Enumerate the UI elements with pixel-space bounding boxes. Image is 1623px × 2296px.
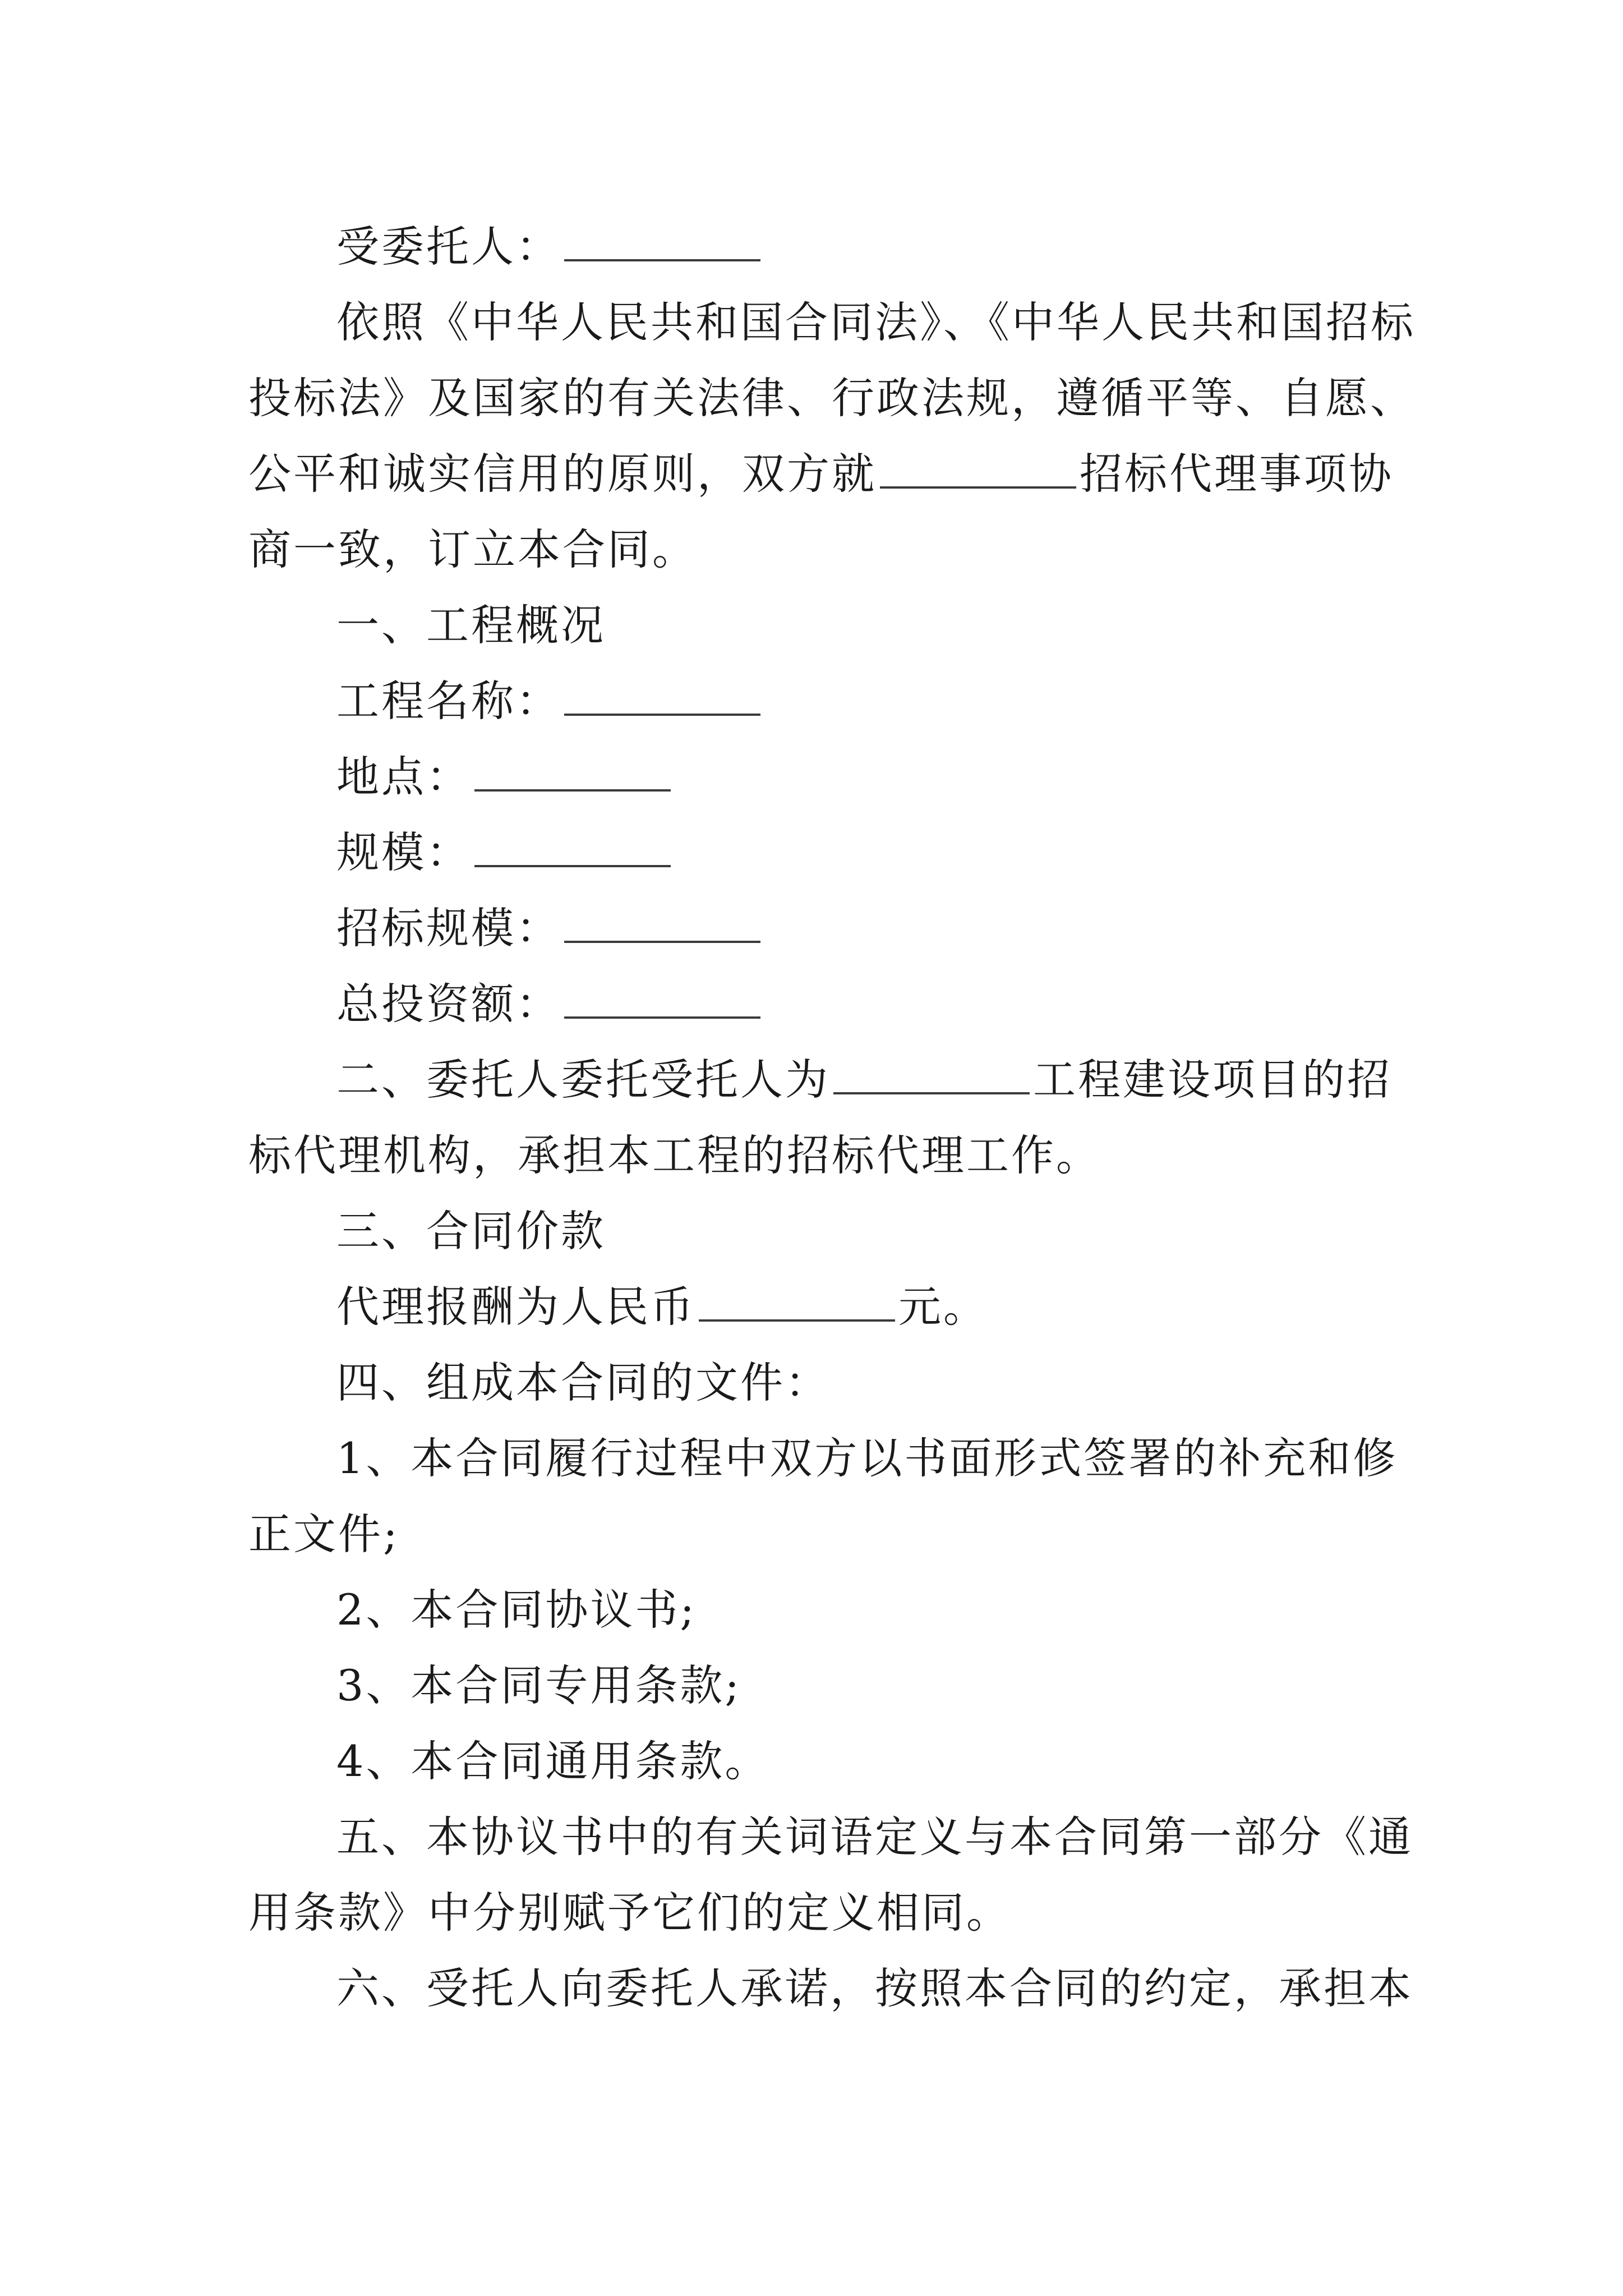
text: 受委托人： (336, 222, 561, 272)
paragraph-line (248, 516, 697, 583)
blank-field (880, 486, 1076, 489)
section-heading (336, 1046, 1392, 1114)
blank-field (833, 1092, 1030, 1094)
list-item (336, 1576, 697, 1644)
bid-scale-line (336, 895, 764, 962)
paragraph-line (248, 365, 1415, 432)
text: 六、受托人向委托人承诺，按照本合同的约定，承担本 (336, 1963, 1413, 2013)
section-heading (336, 1803, 1413, 1871)
blank-field (564, 259, 760, 261)
text: 五、本协议书中的有关词语定义与本合同第一部分《通 (336, 1812, 1413, 1862)
text: 2、本合同协议书; (336, 1585, 697, 1635)
blank-field (474, 865, 671, 867)
trustee-line (336, 213, 764, 280)
list-item (336, 1728, 769, 1795)
text: 依照《中华人民共和国合同法》、《中华人民共和国招标 (336, 297, 1415, 347)
text: 3、本合同专用条款; (336, 1660, 741, 1710)
section-heading (336, 592, 606, 659)
text: 二、委托人委托受托人为 (336, 1055, 830, 1105)
text: 四、组成本合同的文件： (336, 1358, 830, 1407)
blank-field (564, 714, 760, 716)
project-name-line (336, 668, 764, 735)
fee-line (336, 1273, 988, 1341)
paragraph-line (248, 1122, 1101, 1189)
blank-field (699, 1319, 895, 1322)
section-heading (336, 1349, 830, 1416)
paragraph-line (248, 1879, 1011, 1947)
blank-field (564, 1016, 760, 1019)
text: 招标代理事项协 (1080, 449, 1394, 499)
text: 1、本合同履行过程中双方以书面形式签署的补充和修 (336, 1433, 1398, 1483)
total-investment-line (336, 970, 764, 1038)
paragraph-line (336, 289, 1415, 356)
text: 投标法》及国家的有关法律、行政法规，遵循平等、自愿、 (248, 373, 1415, 423)
text: 正文件; (248, 1509, 400, 1559)
scale-line (336, 819, 674, 886)
section-heading (336, 1198, 606, 1265)
text: 规模： (336, 827, 471, 877)
text: 总投资额： (336, 979, 561, 1029)
blank-field (474, 789, 671, 792)
text: 工程建设项目的招 (1033, 1055, 1392, 1105)
text: 工程名称： (336, 676, 561, 726)
text: 4、本合同通用条款。 (336, 1736, 770, 1786)
list-item (336, 1652, 741, 1719)
paragraph-line (248, 440, 1394, 508)
location-line (336, 743, 674, 811)
blank-field (564, 941, 760, 943)
text: 招标规模： (336, 903, 561, 953)
paragraph-line (248, 1501, 400, 1568)
list-item (336, 1425, 1398, 1492)
text: 地点： (336, 752, 471, 802)
text: 用条款》中分别赋予它们的定义相同。 (248, 1888, 1011, 1938)
text: 三、合同价款 (336, 1206, 606, 1256)
text: 一、工程概况 (336, 600, 606, 650)
text: 元。 (898, 1282, 988, 1332)
text: 代理报酬为人民币 (336, 1282, 695, 1332)
text: 公平和诚实信用的原则，双方就 (248, 449, 877, 499)
text: 标代理机构，承担本工程的招标代理工作。 (248, 1130, 1101, 1180)
section-heading (336, 1955, 1413, 2022)
text: 商一致，订立本合同。 (248, 524, 697, 574)
